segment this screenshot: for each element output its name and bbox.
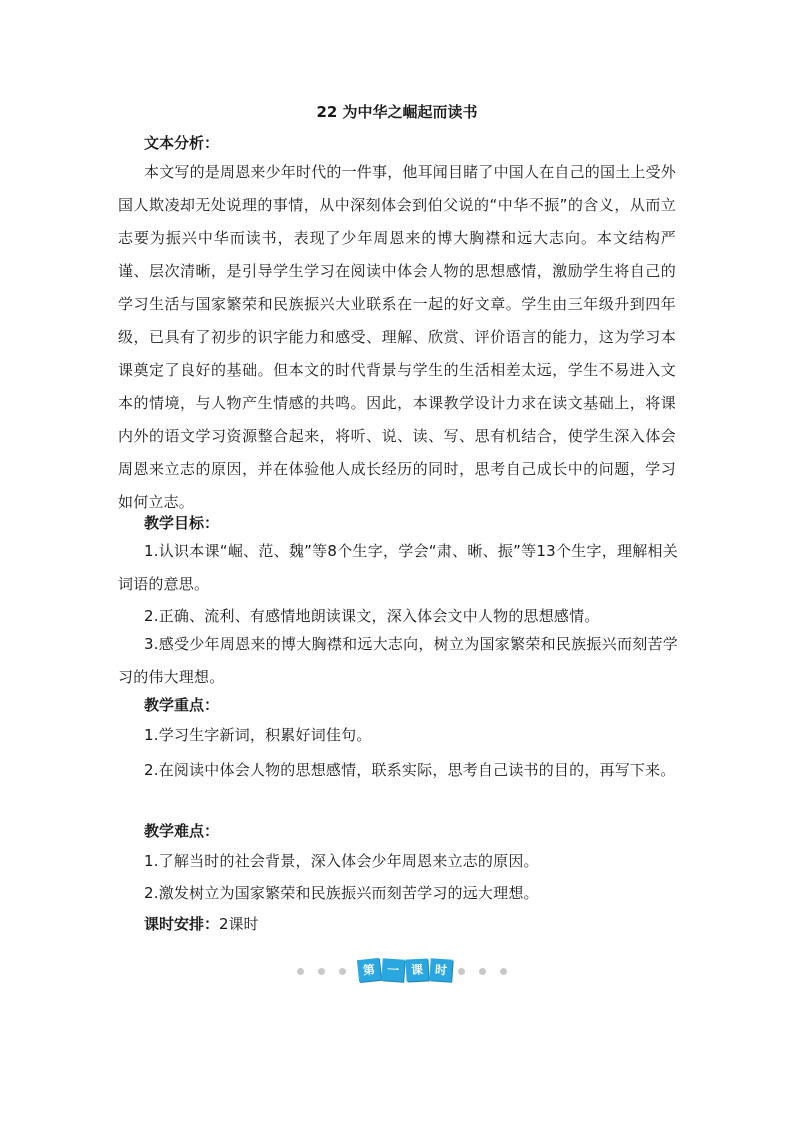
key-points-heading: 教学重点： (144, 696, 220, 714)
key-point-item-2: 2.在阅读中体会人物的思想感情，联系实际，思考自己读书的目的，再写下来。 (144, 761, 676, 779)
difficulty-item-1: 1.了解当时的社会背景，深入体会少年周恩来立志的原因。 (144, 852, 539, 870)
section-badge-char: 第 (357, 958, 381, 982)
divider-dot-icon (458, 968, 465, 975)
schedule-label: 课时安排： (144, 915, 220, 933)
analysis-paragraph: 本文写的是周恩来少年时代的一件事，他耳闻目睹了中国人在自己的国土上受外国人欺凌却无处说理的事情，从中深刻体会到伯父说的“中华不振”的含义，从而立志要为振兴中华而读书，表现了少年周恩来的博大胸襟和远大志向。本文结构严谨、层次清晰，是引导学生学习在阅读中体会人物的思想感情，激励学生将自己的学习生活与国家繁荣和民族振兴大业联系在一起的好文章。学生由三年级升到四年级，已具有了初步的识字能力和感受、理解、欣赏、评价语言的能力，这为学习本课奠定了良好的基础。但本文的时代背景与学生的生活相差太远，学生不易进入文本的情境，与人物产生情感的共鸣。因此，本课教学设计力求在读文基础上，将课内外的语文学习资源整合起来，将听、说、读、写、思有机结合，使学生深入体会周恩来立志的原因，并在体验他人成长经历的同时，思考自己成长中的问题，学习如何立志。 (118, 163, 677, 511)
divider-dot-icon (339, 968, 346, 975)
difficulty-item-2: 2.激发树立为国家繁荣和民族振兴而刻苦学习的远大理想。 (144, 884, 539, 902)
goal-item-2: 2.正确、流利、有感情地朗读课文，深入体会文中人物的思想感情。 (144, 607, 600, 625)
page-title: 22 为中华之崛起而读书 (316, 103, 478, 121)
schedule-line (144, 911, 259, 937)
divider-dot-icon (500, 968, 507, 975)
divider-dot-icon (479, 968, 486, 975)
goals-heading: 教学目标： (144, 514, 220, 532)
schedule-value: 2课时 (219, 915, 259, 933)
analysis-heading: 文本分析： (144, 134, 220, 152)
key-point-item-1: 1.学习生字新词，积累好词佳句。 (144, 726, 372, 744)
section-divider (0, 958, 794, 984)
divider-dot-icon (297, 968, 304, 975)
divider-dot-icon (318, 968, 325, 975)
difficulties-heading: 教学难点： (144, 822, 220, 840)
goal-item-3: 3.感受少年周恩来的博大胸襟和远大志向，树立为国家繁荣和民族振兴而刻苦学习的伟大理想。 (118, 635, 678, 686)
section-badge-char: 一 (381, 958, 404, 981)
section-badge-char: 时 (429, 958, 452, 981)
section-badge-char: 课 (405, 958, 428, 981)
goal-item-1: 1.认识本课“崛、范、魏”等8个生字，学会“肃、晰、振”等13个生字，理解相关词语的意思。 (118, 542, 678, 593)
